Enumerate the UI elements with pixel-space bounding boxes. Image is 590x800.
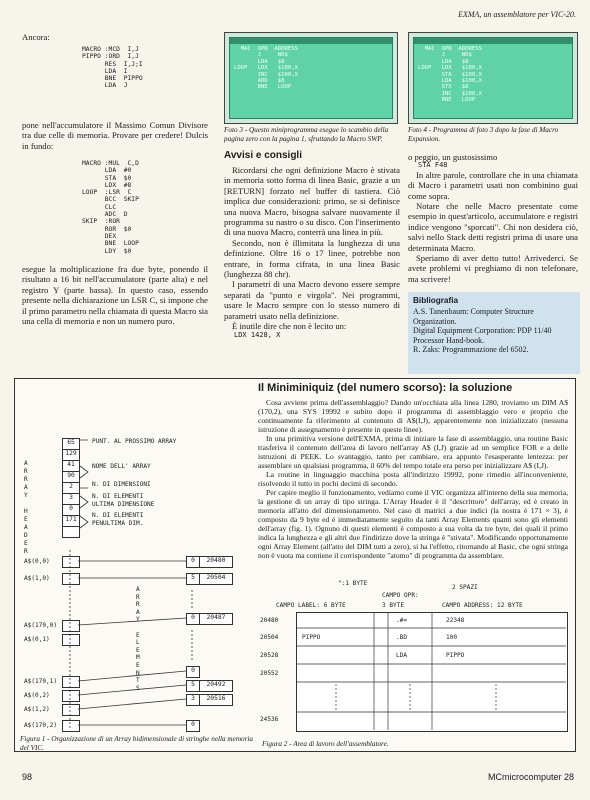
note-2-spazi: 2 SPAZI (452, 584, 478, 591)
header-cell: 65 (62, 438, 80, 450)
caption-figure-1: Figura 1 - Organizzazione di un Array bidimensionale di stringhe nella memoria del VIC. (20, 735, 253, 752)
opr-label: CAMPO OPR: (382, 592, 419, 599)
header-cell: 3 (62, 493, 80, 505)
photo-3 (224, 32, 398, 124)
annotation: PENULTIMA DIM. (92, 520, 144, 527)
column-3 (408, 152, 578, 303)
element-length: 0 (186, 666, 200, 678)
bibliography-title: Bibliografia (413, 296, 459, 305)
magazine-name: MCmicrocomputer 28 (487, 772, 574, 782)
head-address: CAMPO ADDRESS: 12 BYTE (442, 602, 523, 609)
address-cell: 100 (446, 634, 458, 641)
annotation: NOME DELL' ARRAY (92, 463, 151, 470)
element-address: 20480 (199, 556, 233, 568)
element-label: A$(1,0) (24, 575, 50, 582)
code-ldx: LDX 1428, X (234, 330, 281, 339)
paragraph: Per capire meglio il funzionamento, vediamo come il VIC organizza all'interno della sua memoria, la gestione di un array di tipo stringa. L'Array Header è il "descrittore" dell'array, ed è creato in memoria all'atto del dimensionamento. Nel caso di matrici a due indici (la nostra è 171 × 3), è composto da 9 byte ed è immediatamente seguito da tanti Array Elements quanti sono gli elementi dell'array (fig. 1). Ognuno di questi elementi è composto a sua volta da tre byte, dei quali il primo indica la lunghezza e gli altri due l'indirizzo dove la stringa è "stivata". Modificando opportunamente ogni Array Element (all'atto del DIM tutti a zero), si ha l'effetto, ritornando al Basic, che ogni stringa non è vuota ma contiene il corrispondente "atomo" di programma da assemblare. (258, 488, 568, 560)
element-length: 5 (186, 573, 200, 585)
paragraph: La routine in linguaggio macchina posta all'indirizzo 19992, pone rimedio all'inconveniente, risolvendo il tutto in pochi decimi di secondo. (258, 470, 568, 488)
page-number: 98 (22, 772, 33, 782)
paragraph: In altre parole, controllare che in una chiamata di Macro i parametri usati non combinino guai come sopra. (408, 169, 578, 201)
paragraph: È inutile dire che non è lecito un: (232, 321, 347, 332)
element-address: 20492 (199, 680, 233, 692)
screen-photo-4 (413, 37, 573, 119)
header-cell: 171 (62, 515, 80, 527)
paragraph: o peggio, un gustosissimo (408, 152, 498, 162)
address-cell: PIPPO (446, 652, 465, 659)
caption-foto-3: Foto 3 - Questo miniprogramma esegue lo scambio della pagina zero con la pagina 1, sfruttando la Macro SWP. (224, 126, 389, 143)
text-ancora: Ancora: (22, 32, 50, 42)
element-label: A$(0,0) (24, 558, 50, 565)
element-label: A$(170,1) (24, 678, 58, 685)
element-label: A$(170,2) (24, 722, 58, 729)
element-length: 0 (186, 613, 200, 625)
code-mcd: MACRO :MCD I,J PIPPO :ORD I,J RES I,J;I LDA I BNE PIPPO LDA J (82, 46, 143, 90)
figure-1 (18, 430, 254, 730)
code-sta: STA F48 (418, 161, 448, 170)
paragraph: I parametri di una Macro devono essere sempre separati da "punto e virgola". Nei programmi, usare le Macro sempre con lo stesso numero di parametri usato nella definizione. (224, 279, 400, 321)
address-label: 20504 (260, 634, 279, 641)
paragraph: Secondo, non è illimitata la lunghezza di una definizione. Oltre 16 o 17 linee, potrebbe non entrare, in forma cifrata, in una linea Basic (lunghezza 88 chr). (224, 237, 400, 280)
quiz-text (258, 398, 568, 560)
photo-4 (408, 32, 578, 124)
header-cell: 2 (62, 482, 80, 494)
connector-lines (18, 550, 254, 730)
array-elements-vertical-label: A R R A Y E L E M E N T S (136, 586, 140, 692)
address-cell: 22348 (446, 617, 465, 624)
head-label: CAMPO LABEL: 6 BYTE (276, 602, 346, 609)
header-cell: 0 (62, 504, 80, 516)
head-opr: 3 BYTE (382, 602, 405, 609)
address-label: 20552 (260, 670, 279, 677)
element-length: 0 (186, 720, 200, 732)
screen-text: MAC OPR ADDRESS J N0$ LDA $8 LOOP LDX $100,X INC $100,X ADD $8 BNE LOOP (234, 46, 298, 91)
annotation: N. DI ELEMENTI (92, 493, 144, 500)
code-mul: MACRO :MUL C,D LDA #0 STA $0 LDX #8 LOOP :LSR C BCC SKIP CLC ADC D SKIP :ROR ROR $0 DEX BNE LOOP LDY $0 (82, 160, 139, 255)
quiz-title: Il Miniminiquiz (del numero scorso): la soluzione (258, 382, 513, 394)
element-length: 3 (186, 694, 200, 706)
header-cell: 41 (62, 460, 80, 472)
element-address: 20516 (199, 694, 233, 706)
note-1-byte: ":1 BYTE (338, 580, 368, 587)
element-address: 20487 (199, 613, 233, 625)
screen-text: MAC OPR ADDRESS J N0$ LDA $8 LOOP LDX $100,X STA $100,X LDA $100,X STX $8 INC $100,X BNE LOOP (418, 46, 482, 104)
paragraph: Speriamo di aver detto tutto! Arrivederci. Se avete problemi vi preghiamo di non telefonare, ma scrivere! (408, 252, 578, 284)
heading-avvisi: Avvisi e consigli (224, 150, 302, 161)
figure-2 (256, 580, 570, 736)
grid-lines (296, 612, 567, 731)
bibliography-entry: Digital Equipment Corporation: PDP 11/40 Processor Hand-book. (413, 326, 552, 345)
address-label: 20480 (260, 617, 279, 624)
running-title: EXMA, un assemblatore per VIC-20. (458, 10, 576, 19)
bibliography-entry: A.S. Tanenbaum: Computer Structure Organization. (413, 307, 534, 326)
annotation: N. DI ELEMENTI (92, 512, 144, 519)
element-label: A$(1,2) (24, 706, 50, 713)
element-address: 20504 (199, 573, 233, 585)
element-label: A$(0,2) (24, 692, 50, 699)
paragraph-mul: esegue la moltiplicazione fra due byte, ponendo il risultato a 16 bit nell'accumulatore (parte alta) e nel registro Y (parte bassa). In questo caso, essendo presente nella dichiarazione un LSR C, si impone che il primo parametro nella chiamata di questa Macro sia una cella di memoria e non un numero puro. (22, 264, 208, 327)
caption-figure-2: Figura 2 - Area di lavoro dell'assemblatore. (262, 740, 389, 748)
header-cell: 129 (62, 449, 80, 461)
address-label: 24536 (260, 716, 279, 723)
element-length: 0 (186, 556, 200, 568)
annotation: N. DI DIMENSIONI (92, 481, 151, 488)
opr-cell: .#= (396, 617, 408, 624)
array-header-vertical-label: A R R A Y H E A D E R (24, 460, 28, 555)
opr-cell: LDA (396, 652, 408, 659)
bibliography-box (408, 292, 580, 374)
braces (78, 436, 94, 532)
paragraph: Cosa avviene prima dell'assemblaggio? Dando un'occhiata alla linea 1280, troviamo un DIM A$ (170,2), una SYS 19992 e subito dopo il programma di assemblaggio vero e proprio che continuamente fa riferimento al contenuto di A$(I,J), apparentemente non inizializzato (nessuna istruzione di assegnamento è presente in queste linee). (258, 398, 568, 434)
address-label: 20528 (260, 652, 279, 659)
paragraph: In una primitiva versione dell'EXMA, prima di iniziare la fase di assemblaggio, una routine Basic trasferiva il contenuto dell'area di lavoro nell'array A$ (I,J) grazie ad un semplice FOR e a delle istruzioni di PEEK. Lo svantaggio, tanto per cambiare, era appunto l'esasperante lentezza: per assemblare un qualsiasi programma, il 60% del tempo totale era perso per inizializzare A$ (I,J). (258, 434, 568, 470)
annotation: PUNT. AL PROSSIMO ARRAY (92, 438, 177, 445)
caption-foto-4: Foto 4 - Programma di foto 3 dopo la fase di Macro Expansion. (408, 126, 559, 143)
paragraph: Ricordarsi che ogni definizione Macro è stivata in memoria sotto forma di linea Basic, grazie a un [RETURN] forzato nel buffer di tastiera. Ciò implica due considerazioni: primo, se si definisce una nuova Macro, bisogna salvare nuovamente il programma su nastro o su disco. Con l'inserimento di una nuova Macro, conterrà una linea in più. (224, 165, 400, 238)
paragraph-mcd: pone nell'accumulatore il Massimo Comun Divisore tra due celle di memoria. Provare per credere! Dulcis in fundo: (22, 120, 208, 151)
column-2 (224, 165, 400, 339)
opr-cell: .BD (396, 634, 408, 641)
annotation: ULTIMA DIMENSIONE (92, 501, 155, 508)
screen-photo-3 (229, 37, 393, 119)
header-cell: 90 (62, 471, 80, 483)
label-cell: PIPPO (302, 634, 321, 641)
element-label: A$(0,1) (24, 636, 50, 643)
element-length: 5 (186, 680, 200, 692)
paragraph: Notare che nelle Macro presentate come esempio in quest'articolo, accumulatore e registri indice vengono "sporcati". Chi non desidera ciò, salvi nello Stack detti registri prima di usare una determinata Macro. (408, 200, 578, 253)
bibliography-entry: R. Zaks: Programmazione del 6502. (413, 345, 529, 355)
element-label: A$(170,0) (24, 622, 58, 629)
